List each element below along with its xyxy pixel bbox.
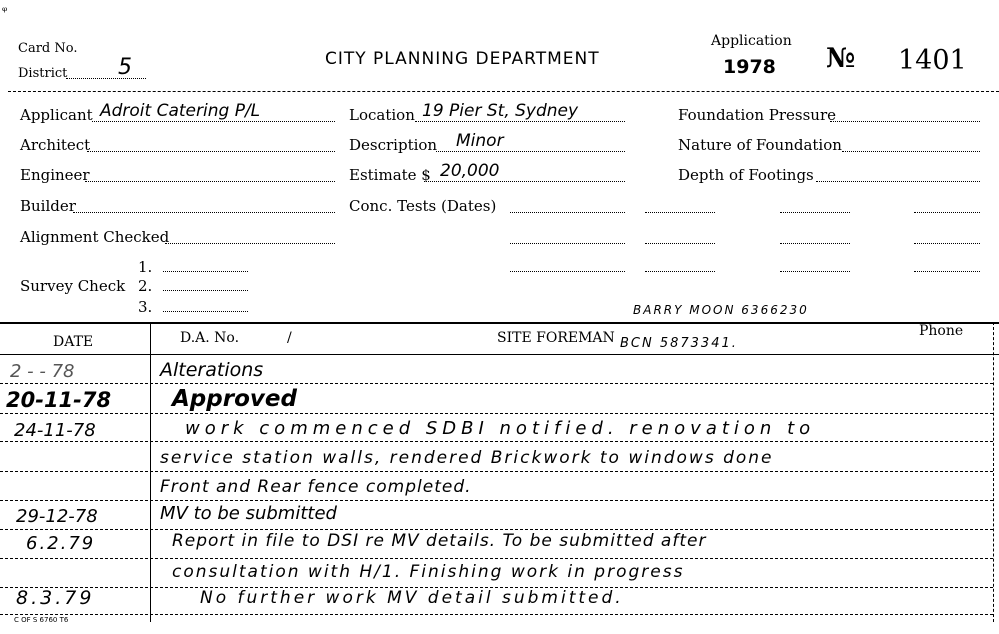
log-entry: No further work MV detail submitted. [200, 588, 624, 608]
location-label: Location [349, 106, 415, 124]
conc-line-c2 [914, 243, 980, 244]
department-title: CITY PLANNING DEPARTMENT [325, 49, 600, 69]
engineer-line [85, 181, 335, 182]
alignment-line [165, 243, 335, 244]
applicant-label: Applicant [20, 106, 93, 124]
district-label: District [18, 66, 68, 81]
site-foreman-header: SITE FOREMAN [497, 330, 615, 346]
builder-line [73, 212, 335, 213]
conc-line-b1 [780, 212, 850, 213]
estimate-line [424, 181, 625, 182]
depth-footings-label: Depth of Footings [678, 166, 814, 184]
conc-line-1 [510, 212, 625, 213]
engineer-label: Engineer [20, 166, 90, 184]
row-rule [0, 471, 993, 472]
foundation-pressure-line [830, 121, 980, 122]
date-column-divider [150, 322, 151, 622]
log-date: 2 - - 78 [10, 361, 75, 382]
log-entry: service station walls, rendered Brickwork to windows done [160, 448, 774, 468]
conc-line-2 [510, 243, 625, 244]
log-date: 24-11-78 [14, 420, 96, 441]
card-no-label: Card No. [18, 41, 78, 56]
log-entry: Report in file to DSI re MV details. To be submitted after [172, 531, 707, 551]
corner-mark: ᵩ [2, 0, 8, 14]
nature-foundation-label: Nature of Foundation [678, 136, 842, 154]
log-entry: MV to be submitted [160, 503, 337, 524]
form-code: C OF S 6760 T6 [14, 616, 69, 624]
log-date: 29-12-78 [16, 506, 98, 527]
row-rule [0, 383, 993, 384]
depth-footings-line [816, 181, 980, 182]
district-line [66, 78, 146, 79]
location-value: 19 Pier St, Sydney [422, 101, 579, 121]
conc-line-c3 [914, 271, 980, 272]
row-rule [0, 529, 993, 530]
log-date: 6.2.79 [26, 533, 96, 554]
row-rule [0, 413, 993, 414]
survey-line-3 [163, 311, 248, 312]
estimate-value: 20,000 [440, 161, 500, 181]
row-rule [0, 614, 993, 615]
survey-line-1 [163, 271, 248, 272]
da-no-slash: / [287, 330, 292, 346]
survey-line-2 [163, 290, 248, 291]
number-sign: № [826, 43, 856, 74]
log-entry: Approved [172, 386, 297, 412]
foundation-pressure-label: Foundation Pressure [678, 106, 837, 124]
district-value: 5 [118, 55, 132, 80]
estimate-label: Estimate $ [349, 166, 431, 184]
description-line [436, 151, 625, 152]
date-header: DATE [53, 334, 94, 350]
phone-note: BARRY MOON 6366230 [633, 303, 809, 317]
site-foreman-value: BCN 5873341. [620, 336, 738, 351]
application-label: Application [711, 33, 792, 49]
conc-line-c1 [914, 212, 980, 213]
conc-line-a2 [645, 243, 715, 244]
phone-header: Phone [919, 323, 964, 339]
conc-line-a3 [645, 271, 715, 272]
row-rule [0, 441, 993, 442]
survey-1: 1. [138, 258, 153, 276]
log-entry: consultation with H/1. Finishing work in progress [172, 562, 685, 582]
log-date: 8.3.79 [16, 587, 95, 609]
conc-line-3 [510, 271, 625, 272]
da-no-header: D.A. No. [180, 330, 240, 346]
row-rule [0, 500, 993, 501]
conc-tests-label: Conc. Tests (Dates) [349, 197, 497, 215]
description-label: Description [349, 136, 438, 154]
applicant-line [92, 121, 335, 122]
application-year: 1978 [723, 56, 776, 78]
log-entry: Alterations [160, 359, 264, 381]
survey-2: 2. [138, 277, 153, 295]
builder-label: Builder [20, 197, 76, 215]
architect-line [87, 151, 335, 152]
top-divider [8, 91, 999, 92]
application-number: 1401 [898, 45, 967, 76]
log-entry: Front and Rear fence completed. [160, 477, 472, 497]
conc-line-a1 [645, 212, 715, 213]
alignment-label: Alignment Checked [20, 228, 170, 246]
log-entry: work commenced SDBI notified. renovation to [185, 418, 816, 439]
survey-3: 3. [138, 298, 153, 316]
log-date: 20-11-78 [6, 388, 112, 412]
conc-line-b3 [780, 271, 850, 272]
applicant-value: Adroit Catering P/L [100, 101, 261, 121]
survey-label: Survey Check [20, 277, 126, 295]
nature-foundation-line [842, 151, 980, 152]
row-rule [0, 558, 993, 559]
location-line [415, 121, 625, 122]
architect-label: Architect [20, 136, 91, 154]
description-value: Minor [456, 131, 504, 151]
right-edge-rule [993, 322, 994, 622]
conc-line-b2 [780, 243, 850, 244]
